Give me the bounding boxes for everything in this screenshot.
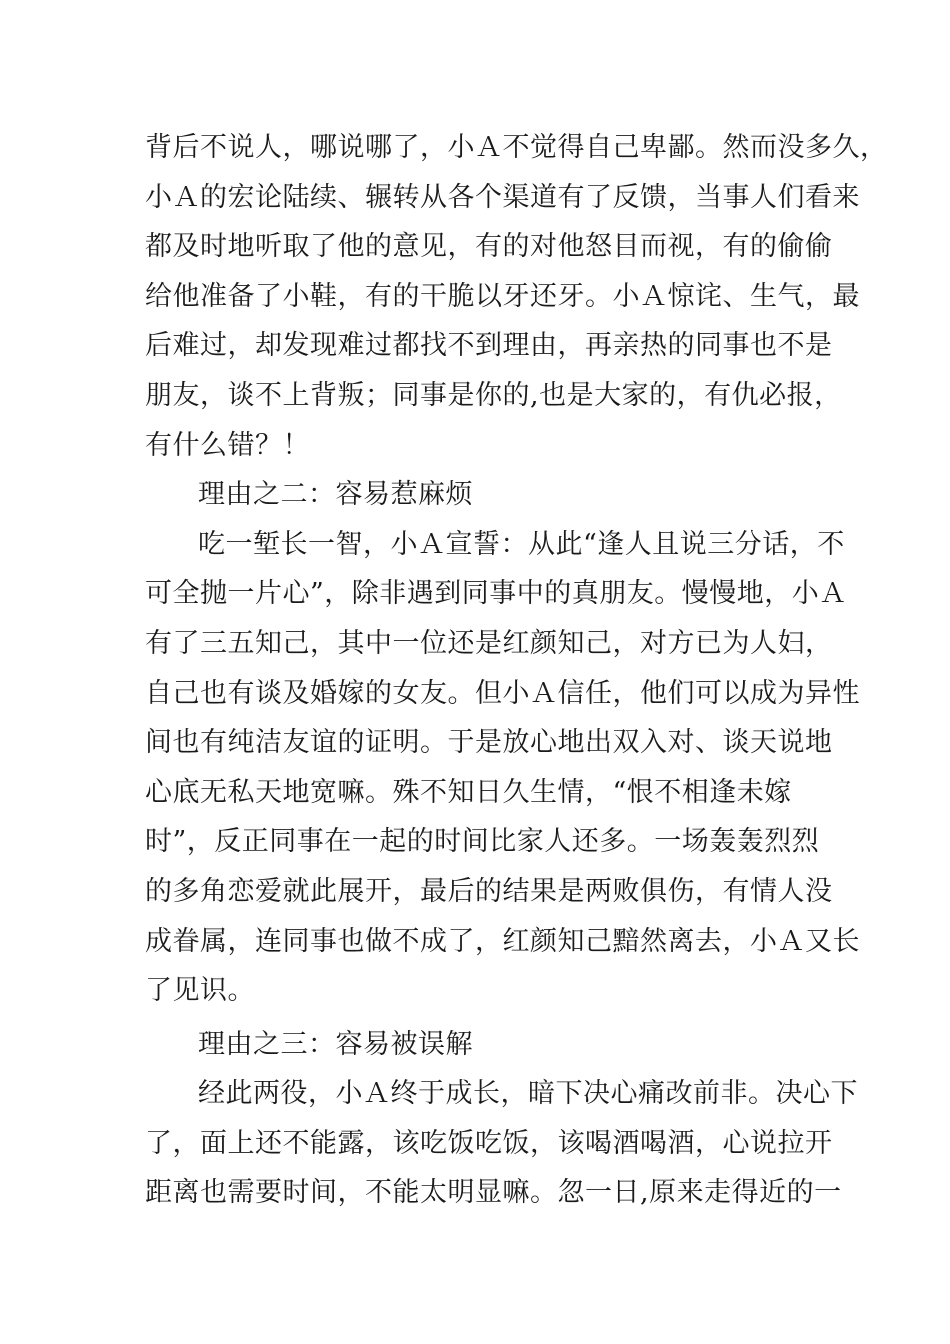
paragraph-line: 的多角恋爱就此展开，最后的结果是两败俱伤，有情人没 bbox=[145, 876, 833, 907]
paragraph-line: 距离也需要时间，不能太明显嘛。忽一日,原来走得近的一 bbox=[145, 1177, 842, 1208]
paragraph-line: 给他准备了小鞋，有的干脆以牙还牙。小Ａ惊诧、生气，最 bbox=[145, 281, 860, 312]
paragraph-line: 有什么错？！ bbox=[145, 430, 310, 461]
paragraph-line: 吃一堑长一智，小Ａ宣誓：从此“逢人且说三分话，不 bbox=[198, 529, 845, 560]
paragraph-line: 有了三五知己，其中一位还是红颜知己，对方已为人妇， bbox=[145, 628, 833, 659]
paragraph-line: 成眷属，连同事也做不成了，红颜知己黯然离去，小Ａ又长 bbox=[145, 926, 860, 957]
section-heading: 理由之三：容易被误解 bbox=[198, 1029, 473, 1060]
paragraph-line: 了见识。 bbox=[145, 975, 255, 1006]
paragraph-line: 经此两役，小Ａ终于成长，暗下决心痛改前非。决心下 bbox=[198, 1078, 858, 1109]
section-heading: 理由之二：容易惹麻烦 bbox=[198, 479, 473, 510]
paragraph-line: 后难过，却发现难过都找不到理由，再亲热的同事也不是 bbox=[145, 330, 833, 361]
paragraph-line: 都及时地听取了他的意见，有的对他怒目而视，有的偷偷 bbox=[145, 231, 833, 262]
paragraph-line: 了，面上还不能露，该吃饭吃饭，该喝酒喝酒，心说拉开 bbox=[145, 1128, 833, 1159]
paragraph-line: 背后不说人，哪说哪了，小Ａ不觉得自己卑鄙。然而没多久， bbox=[145, 132, 888, 163]
paragraph-line: 间也有纯洁友谊的证明。于是放心地出双入对、谈天说地 bbox=[145, 727, 833, 758]
paragraph-line: 可全抛一片心”，除非遇到同事中的真朋友。慢慢地，小Ａ bbox=[145, 578, 847, 609]
paragraph-line: 小Ａ的宏论陆续、辗转从各个渠道有了反馈，当事人们看来 bbox=[145, 182, 860, 213]
paragraph-line: 自己也有谈及婚嫁的女友。但小Ａ信任，他们可以成为异性 bbox=[145, 678, 860, 709]
paragraph-line: 时”，反正同事在一起的时间比家人还多。一场轰轰烈烈 bbox=[145, 826, 820, 857]
paragraph-line: 朋友，谈不上背叛；同事是你的,也是大家的，有仇必报， bbox=[145, 380, 842, 411]
paragraph-line: 心底无私天地宽嘛。殊不知日久生情，“恨不相逢未嫁 bbox=[145, 777, 792, 808]
